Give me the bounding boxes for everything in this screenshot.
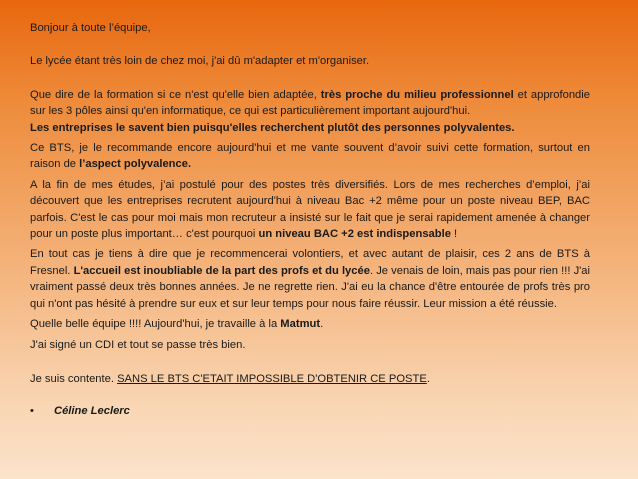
bold-span: très proche du milieu professionnel bbox=[320, 88, 514, 101]
bold-span: l’aspect polyvalence. bbox=[79, 158, 192, 171]
paragraph-distance: Le lycée étant très loin de chez moi, j'ai dû m'adapter et m'organiser. bbox=[30, 55, 370, 68]
bold-span: Matmut bbox=[280, 318, 321, 331]
text-span: ! bbox=[450, 228, 458, 241]
bullet: • bbox=[30, 405, 34, 418]
text-span: Que dire de la formation si ce n'est qu'elle bien adaptée, bbox=[30, 88, 321, 101]
signature-line bbox=[30, 405, 590, 417]
bold-span: un niveau BAC +2 est indispensable bbox=[258, 228, 451, 241]
text-span: . bbox=[320, 318, 324, 331]
bold-span: Les entreprises le savent bien puisqu'elles recherchent plutôt des personnes polyvalentes. bbox=[30, 121, 515, 134]
paragraph-cdi: J'ai signé un CDI et tout se passe très bien. bbox=[30, 338, 246, 351]
underlined-span: SANS LE BTS C'ETAIT IMPOSSIBLE D'OBTENIR CE POSTE bbox=[117, 372, 427, 385]
paragraph-formation bbox=[30, 87, 590, 136]
text-span: . Je venais de loin, mais pas pour rien !!! J'ai vraiment passé deux très bonnes années. Je ne regrette rien. J'ai eu la chance d'être entourée de profs très pro qui n'ont pas hésité à prendre sur eux et sur leur temps pour nous faire réussir. Leur mission a été réussie. bbox=[30, 264, 591, 310]
text-span: A la fin de mes études, j’ai postulé pour des postes très diversifiés. Lors de mes recherches d’emploi, j’ai découvert que les entreprises recrutent aujourd'hui à niveau Bac +2 même pour un poste niveau BEP, BAC parfois. C'est le cas pour moi mais mon recruteur a insisté sur le fait que je serai rapidement amenée à changer pour un poste plus important… c'est pourquoi bbox=[30, 178, 590, 241]
text-span: Ce BTS, je le recommande encore aujourd'hui et me vante souvent d’avoir suivi cette formation, surtout en raison de bbox=[30, 142, 590, 171]
signature-name: Céline Leclerc bbox=[54, 405, 130, 418]
text-span: Quelle belle équipe !!!! Aujourd'hui, je travaille à la bbox=[30, 318, 281, 331]
text-span: . bbox=[426, 372, 430, 385]
paragraph-fresnel bbox=[30, 246, 590, 312]
bold-span: L'accueil est inoubliable de la part des profs et du lycée bbox=[73, 264, 370, 277]
letter-body bbox=[30, 20, 590, 417]
text-span: Je suis contente. bbox=[30, 372, 118, 385]
paragraph-job-search bbox=[30, 177, 590, 243]
paragraph-conclusion bbox=[30, 371, 590, 387]
paragraph-team bbox=[30, 316, 590, 332]
text-span: En tout cas je tiens à dire que je recommencerai volontiers, et avec autant de plaisir, ces 2 ans de BTS à Fresnel. bbox=[30, 248, 590, 277]
paragraph-recommendation bbox=[30, 140, 590, 173]
text-span: et approfondie sur les 3 pôles ainsi qu'en informatique, ce qui est particulièrement important aujourd'hui. bbox=[30, 88, 590, 118]
greeting: Bonjour à toute l’équipe, bbox=[30, 22, 151, 34]
